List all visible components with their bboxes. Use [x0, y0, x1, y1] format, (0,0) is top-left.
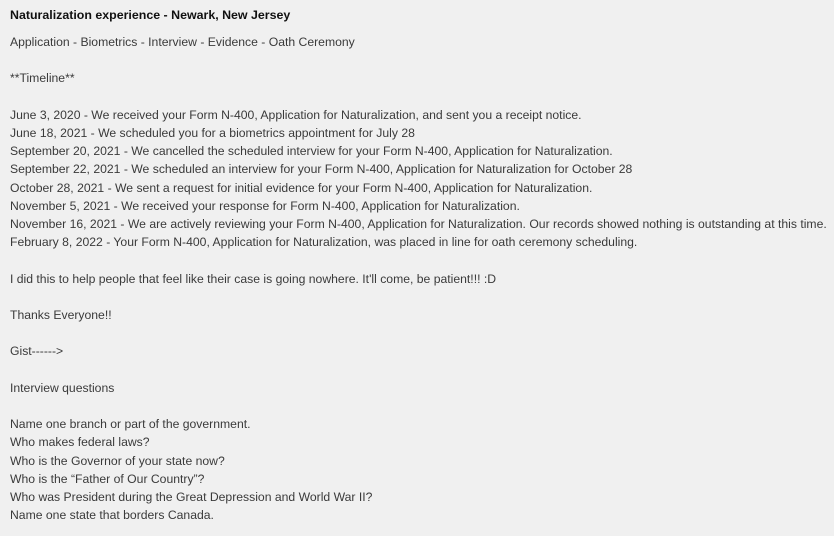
spacer [10, 324, 824, 342]
timeline-entry: November 16, 2021 - We are actively reviewing your Form N-400, Application for Naturalization. Our records showed nothing is outstanding at this time. [10, 217, 827, 231]
question-item: Name one state that borders Canada. [10, 508, 214, 523]
thanks-text: Thanks Everyone!! [10, 307, 112, 322]
timeline-entry: June 3, 2020 - We received your Form N-400, Application for Naturalization, and sent you a receipt notice. [10, 107, 582, 122]
spacer [10, 361, 824, 379]
questions-list [10, 415, 824, 524]
question-item: Who is the “Father of Our Country”? [10, 471, 205, 486]
question-item: Who makes federal laws? [10, 435, 150, 450]
timeline-list [10, 106, 827, 252]
spacer [10, 51, 824, 69]
spacer [10, 251, 824, 269]
question-item: Who is the Governor of your state now? [10, 453, 225, 468]
timeline-entry: October 28, 2021 - We sent a request for initial evidence for your Form N-400, Application for Naturalization. [10, 180, 593, 195]
timeline-entry: June 18, 2021 - We scheduled you for a biometrics appointment for July 28 [10, 125, 415, 140]
timeline-entry: September 20, 2021 - We cancelled the scheduled interview for your Form N-400, Application for Naturalization. [10, 144, 613, 159]
question-item: Who was President during the Great Depression and World War II? [10, 489, 373, 504]
timeline-entry: September 22, 2021 - We scheduled an interview for your Form N-400, Application for Naturalization for October 28 [10, 162, 633, 177]
questions-heading: Interview questions [10, 380, 115, 395]
spacer [10, 88, 824, 106]
timeline-heading: **Timeline** [10, 71, 75, 86]
gist-label: Gist------> [10, 344, 64, 359]
question-item: Name one branch or part of the government. [10, 417, 251, 432]
timeline-entry: February 8, 2022 - Your Form N-400, Application for Naturalization, was placed in line for oath ceremony scheduling. [10, 235, 638, 250]
timeline-entry: November 5, 2021 - We received your response for Form N-400, Application for Naturalization. [10, 198, 520, 213]
encouragement-text: I did this to help people that feel like their case is going nowhere. It'll come, be patient!!! :D [10, 271, 497, 286]
spacer [10, 397, 824, 415]
post-title: Naturalization experience - Newark, New Jersey [10, 8, 291, 22]
spacer [10, 288, 824, 306]
process-steps: Application - Biometrics - Interview - Evidence - Oath Ceremony [10, 35, 355, 49]
